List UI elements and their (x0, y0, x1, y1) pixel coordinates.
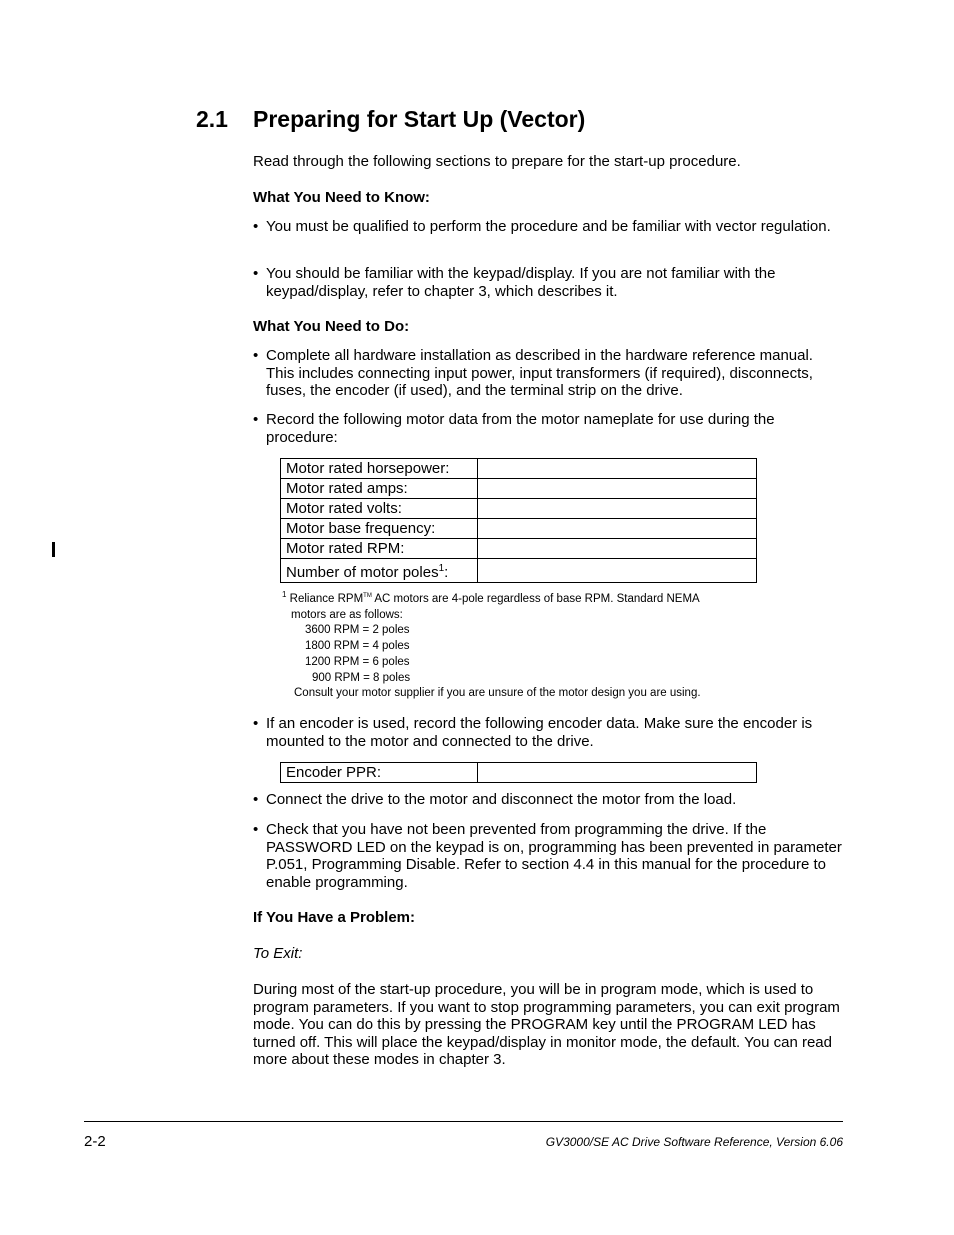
footnote-line-1 (282, 592, 701, 608)
section-number: 2.1 (196, 106, 228, 132)
document-title: GV3000/SE AC Drive Software Reference, Version 6.06 (545, 1135, 843, 1149)
encoder-ppr-field[interactable] (478, 763, 757, 783)
exit-subheading: To Exit: (253, 945, 303, 962)
section-heading (196, 104, 585, 134)
footnote-line-2: motors are as follows: (291, 608, 403, 621)
do-heading: What You Need to Do: (253, 318, 410, 335)
table-row (281, 559, 757, 583)
poles-line: 1200 RPM = 6 poles (305, 655, 410, 668)
do-bullet-3-text: If an encoder is used, record the following encoder data. Make sure the encoder is mounted to the motor and connected to the drive. (266, 715, 813, 750)
motor-volts-label: Motor rated volts: (281, 499, 478, 519)
motor-amps-field[interactable] (478, 479, 757, 499)
table-row (281, 499, 757, 519)
do-bullet-4 (253, 791, 843, 809)
footnote-text: Reliance RPM (289, 593, 364, 605)
know-bullet-2 (253, 265, 843, 300)
bullet-icon: • (253, 411, 259, 428)
page-number: 2-2 (84, 1133, 106, 1150)
do-bullet-3 (253, 715, 843, 750)
bullet-icon: • (253, 791, 259, 808)
bullet-icon: • (253, 715, 259, 732)
motor-data-table (280, 458, 757, 583)
know-heading: What You Need to Know: (253, 189, 430, 206)
motor-hp-field[interactable] (478, 459, 757, 479)
motor-poles-field[interactable] (478, 559, 757, 583)
motor-amps-label: Motor rated amps: (281, 479, 478, 499)
motor-poles-label (281, 559, 478, 583)
section-title: Preparing for Start Up (Vector) (253, 106, 586, 132)
footnote-consult: Consult your motor supplier if you are unsure of the motor design you are using. (294, 687, 701, 700)
do-bullet-2 (253, 411, 843, 446)
bullet-icon: • (253, 218, 259, 235)
table-row (281, 763, 757, 783)
encoder-ppr-label: Encoder PPR: (281, 763, 478, 783)
know-bullet-1 (253, 218, 843, 236)
motor-poles-colon: : (444, 564, 449, 581)
intro-paragraph: Read through the following sections to prepare for the start-up procedure. (253, 153, 741, 170)
footer-rule (84, 1121, 843, 1122)
exit-paragraph: During most of the start-up procedure, you will be in program mode, which is used to program parameters. If you want to stop programming parameters, you can exit program mode. You can do this by pressing the PROGRAM key until the PROGRAM LED has turned off. This will place the keypad/display in monitor mode, the default. You can read more about these modes in chapter 3. (253, 981, 840, 1068)
motor-freq-label: Motor base frequency: (281, 519, 478, 539)
encoder-data-table (280, 762, 757, 783)
bullet-icon: • (253, 821, 259, 838)
poles-line: 3600 RPM = 2 poles (305, 624, 410, 637)
motor-rpm-field[interactable] (478, 539, 757, 559)
know-bullet-1-text: You must be qualified to perform the procedure and be familiar with vector regulation. (266, 218, 831, 235)
table-row (281, 459, 757, 479)
do-bullet-1-text: Complete all hardware installation as described in the hardware reference manual. This includes connecting input power, input transformers (if required), disconnects, fuses, the encoder (if used), and the terminal strip on the drive. (266, 347, 813, 399)
do-bullet-4-text: Connect the drive to the motor and disconnect the motor from the load. (266, 791, 737, 808)
poles-line: 1800 RPM = 4 poles (305, 640, 410, 653)
motor-freq-field[interactable] (478, 519, 757, 539)
change-bar (52, 542, 55, 557)
table-row (281, 539, 757, 559)
motor-volts-field[interactable] (478, 499, 757, 519)
problem-heading: If You Have a Problem: (253, 909, 415, 926)
bullet-icon: • (253, 265, 259, 282)
do-bullet-5 (253, 821, 843, 891)
trademark-mark: TM (363, 593, 372, 600)
do-bullet-1 (253, 347, 843, 400)
do-bullet-5-text: Check that you have not been prevented from programming the drive. If the PASSWORD LED on the keypad is on, programming has been prevented in parameter P.051, Programming Disable. Refer to section 4.4 in this manual for the procedure to enable programming. (266, 821, 842, 891)
table-row (281, 479, 757, 499)
table-row (281, 519, 757, 539)
motor-poles-text: Number of motor poles (286, 564, 439, 581)
motor-hp-label: Motor rated horsepower: (281, 459, 478, 479)
footnote-text: AC motors are 4-pole regardless of base RPM. Standard NEMA (371, 593, 700, 605)
know-bullet-2-text: You should be familiar with the keypad/display. If you are not familiar with the keypad/display, refer to chapter 3, which describes it. (266, 265, 776, 300)
do-bullet-2-text: Record the following motor data from the motor nameplate for use during the procedure: (266, 411, 775, 446)
bullet-icon: • (253, 347, 259, 364)
footnote-marker: 1 (282, 590, 287, 600)
footnote (282, 592, 701, 702)
footnote-ref: 1 (438, 563, 445, 574)
motor-rpm-label: Motor rated RPM: (281, 539, 478, 559)
poles-line: 900 RPM = 8 poles (312, 671, 411, 684)
